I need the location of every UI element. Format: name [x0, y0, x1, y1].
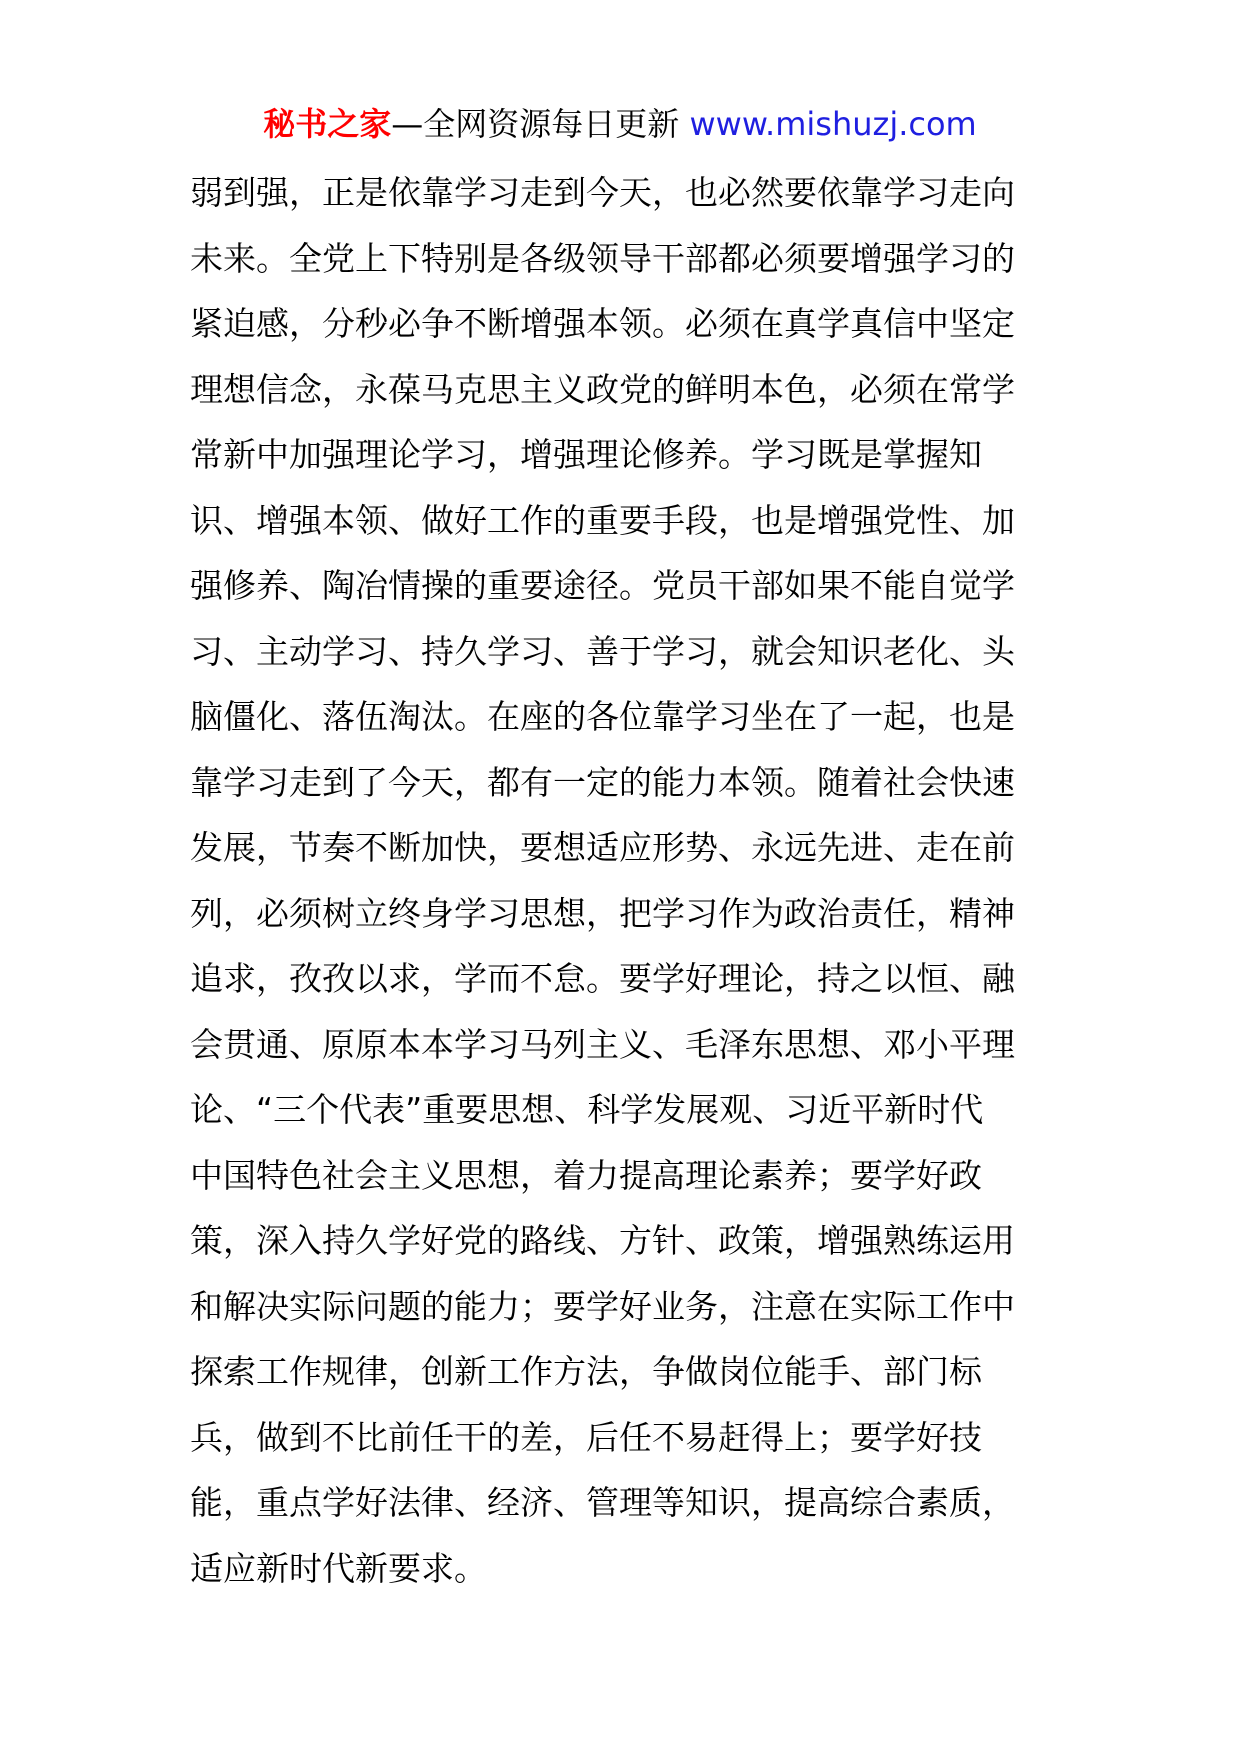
text-line: 会贯通、原原本本学习马列主义、毛泽东思想、邓小平理	[190, 1024, 1015, 1064]
brand-name: 秘书之家	[263, 105, 392, 143]
header-tagline: —全网资源每日更新	[391, 105, 680, 143]
page-header	[0, 100, 1240, 148]
text-line: 未来。全党上下特别是各级领导干部都必须要增强学习的	[190, 238, 1015, 278]
text-line: 强修养、陶冶情操的重要途径。党员干部如果不能自觉学	[190, 566, 1015, 605]
text-line: 适应新时代新要求。	[190, 1548, 487, 1588]
text-line: 追求，孜孜以求，学而不怠。要学好理论，持之以恒、融	[190, 959, 1015, 998]
text-line: 理想信念，永葆马克思主义政党的鲜明本色，必须在常学	[190, 369, 1015, 409]
body-paragraph	[190, 160, 1060, 1601]
text-line: 兵，做到不比前任干的差，后任不易赶得上；要学好技	[190, 1417, 982, 1457]
text-line: 和解决实际问题的能力；要学好业务，注意在实际工作中	[190, 1286, 1015, 1326]
text-line: 弱到强，正是依靠学习走到今天，也必然要依靠学习走向	[190, 173, 1015, 212]
text-line: 列，必须树立终身学习思想，把学习作为政治责任，精神	[190, 893, 1015, 933]
header-url-link[interactable]: www.mishuzj.com	[689, 105, 977, 143]
text-line: 靠学习走到了今天，都有一定的能力本领。随着社会快速	[190, 762, 1015, 802]
text-line: 习、主动学习、持久学习、善于学习，就会知识老化、头	[190, 631, 1015, 671]
text-line: 常新中加强理论学习，增强理论修养。学习既是掌握知	[190, 435, 982, 474]
text-line: 中国特色社会主义思想，着力提高理论素养；要学好政	[190, 1155, 982, 1195]
text-line: 策，深入持久学好党的路线、方针、政策，增强熟练运用	[190, 1221, 1015, 1260]
text-line: 能，重点学好法律、经济、管理等知识，提高综合素质，	[190, 1483, 1015, 1522]
text-line: 探索工作规律，创新工作方法，争做岗位能手、部门标	[190, 1352, 982, 1391]
text-line: 脑僵化、落伍淘汰。在座的各位靠学习坐在了一起，也是	[190, 697, 1015, 736]
text-line: 紧迫感，分秒必争不断增强本领。必须在真学真信中坚定	[190, 304, 1015, 343]
text-line: 论、“三个代表”重要思想、科学发展观、习近平新时代	[190, 1090, 984, 1129]
text-line: 识、增强本领、做好工作的重要手段，也是增强党性、加	[190, 500, 1015, 540]
text-line: 发展，节奏不断加快，要想适应形势、永远先进、走在前	[190, 828, 1015, 867]
